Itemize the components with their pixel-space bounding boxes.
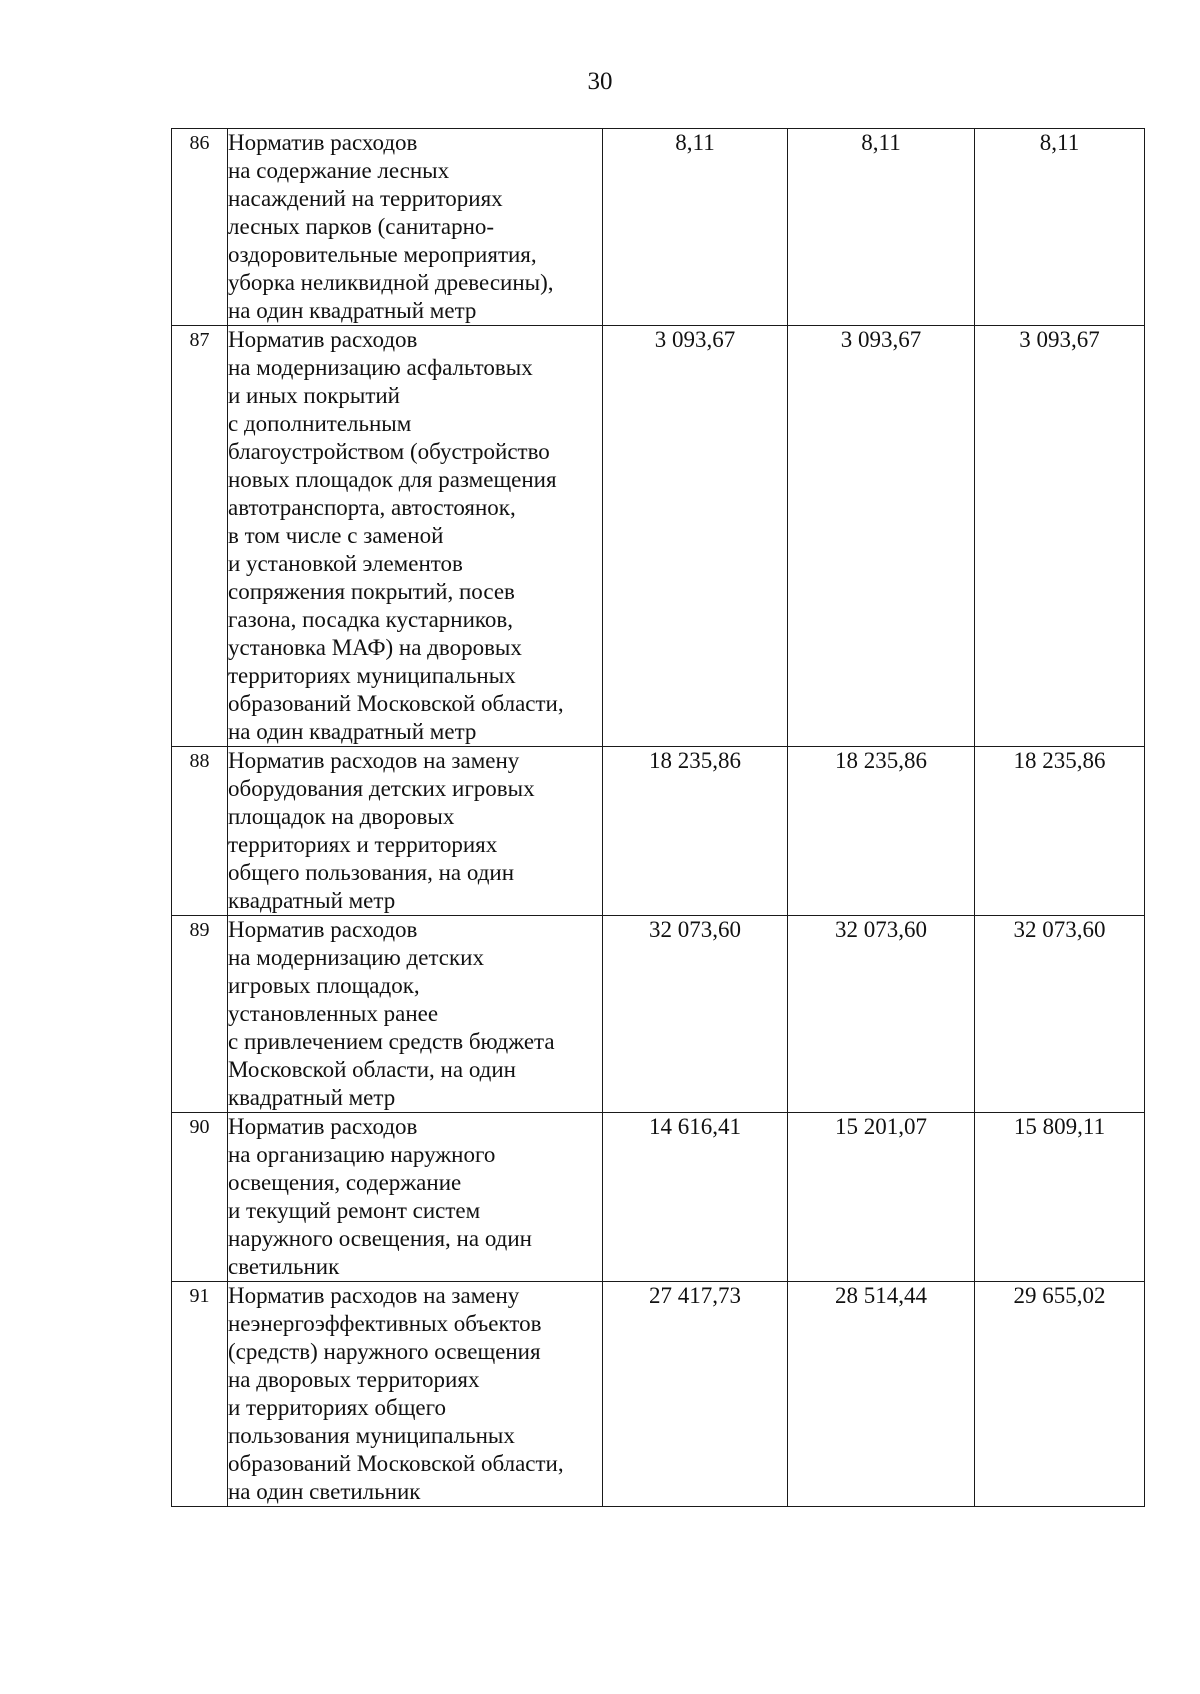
description-line: лесных парков (санитарно- <box>228 214 495 239</box>
value-year-3: 3 093,67 <box>975 326 1145 747</box>
description-line: на содержание лесных <box>228 158 450 183</box>
description-line: Норматив расходов <box>228 1114 418 1139</box>
value-year-2: 32 073,60 <box>788 916 975 1113</box>
value-year-1: 27 417,73 <box>603 1282 788 1507</box>
description-line: Норматив расходов <box>228 917 418 942</box>
description-line: общего пользования, на один <box>228 860 515 885</box>
description-line: квадратный метр <box>228 1085 396 1110</box>
description-line: установленных ранее <box>228 1001 439 1026</box>
row-number: 88 <box>172 747 228 916</box>
description-line: светильник <box>228 1254 340 1279</box>
norms-table <box>171 128 1145 1507</box>
row-number: 86 <box>172 129 228 326</box>
description-line: на организацию наружного <box>228 1142 496 1167</box>
value-year-1: 18 235,86 <box>603 747 788 916</box>
value-year-2: 3 093,67 <box>788 326 975 747</box>
value-year-3: 18 235,86 <box>975 747 1145 916</box>
value-year-3: 8,11 <box>975 129 1145 326</box>
row-description <box>228 129 603 326</box>
description-line: на один квадратный метр <box>228 719 477 744</box>
description-line: игровых площадок, <box>228 973 420 998</box>
description-line: площадок на дворовых <box>228 804 455 829</box>
description-line: неэнергоэффективных объектов <box>228 1311 542 1336</box>
description-line: образований Московской области, <box>228 691 564 716</box>
table-row <box>172 1282 1145 1507</box>
description-line: насаждений на территориях <box>228 186 503 211</box>
description-line: на один светильник <box>228 1479 421 1504</box>
description-line: уборка неликвидной древесины), <box>228 270 554 295</box>
description-line: с привлечением средств бюджета <box>228 1029 555 1054</box>
row-description <box>228 326 603 747</box>
description-line: Московской области, на один <box>228 1057 516 1082</box>
table-row <box>172 326 1145 747</box>
description-line: сопряжения покрытий, посев <box>228 579 515 604</box>
value-year-1: 3 093,67 <box>603 326 788 747</box>
value-year-1: 8,11 <box>603 129 788 326</box>
description-line: оборудования детских игровых <box>228 776 535 801</box>
value-year-3: 32 073,60 <box>975 916 1145 1113</box>
row-description <box>228 1282 603 1507</box>
description-line: образований Московской области, <box>228 1451 564 1476</box>
value-year-3: 29 655,02 <box>975 1282 1145 1507</box>
description-line: территориях муниципальных <box>228 663 516 688</box>
value-year-3: 15 809,11 <box>975 1113 1145 1282</box>
page-number: 30 <box>587 68 613 95</box>
description-line: и установкой элементов <box>228 551 463 576</box>
description-line: освещения, содержание <box>228 1170 462 1195</box>
row-description <box>228 1113 603 1282</box>
description-line: на один квадратный метр <box>228 298 477 323</box>
description-line: и иных покрытий <box>228 383 400 408</box>
row-number: 89 <box>172 916 228 1113</box>
description-line: (средств) наружного освещения <box>228 1339 541 1364</box>
table-row <box>172 916 1145 1113</box>
description-line: на модернизацию детских <box>228 945 484 970</box>
description-line: на дворовых территориях <box>228 1367 480 1392</box>
description-line: территориях и территориях <box>228 832 498 857</box>
row-number: 87 <box>172 326 228 747</box>
value-year-2: 8,11 <box>788 129 975 326</box>
description-line: в том числе с заменой <box>228 523 444 548</box>
description-line: с дополнительным <box>228 411 412 436</box>
description-line: и территориях общего <box>228 1395 446 1420</box>
row-description <box>228 747 603 916</box>
value-year-2: 18 235,86 <box>788 747 975 916</box>
value-year-1: 32 073,60 <box>603 916 788 1113</box>
table-row <box>172 129 1145 326</box>
description-line: новых площадок для размещения <box>228 467 557 492</box>
value-year-2: 28 514,44 <box>788 1282 975 1507</box>
description-line: установка МАФ) на дворовых <box>228 635 522 660</box>
description-line: автотранспорта, автостоянок, <box>228 495 516 520</box>
row-number: 91 <box>172 1282 228 1507</box>
value-year-1: 14 616,41 <box>603 1113 788 1282</box>
description-line: Норматив расходов на замену <box>228 1283 520 1308</box>
description-line: благоустройством (обустройство <box>228 439 550 464</box>
description-line: газона, посадка кустарников, <box>228 607 514 632</box>
norms-table-body <box>172 129 1145 1507</box>
table-row <box>172 747 1145 916</box>
row-number: 90 <box>172 1113 228 1282</box>
description-line: пользования муниципальных <box>228 1423 515 1448</box>
row-description <box>228 916 603 1113</box>
description-line: на модернизацию асфальтовых <box>228 355 533 380</box>
description-line: Норматив расходов <box>228 327 418 352</box>
table-row <box>172 1113 1145 1282</box>
description-line: квадратный метр <box>228 888 396 913</box>
description-line: и текущий ремонт систем <box>228 1198 481 1223</box>
description-line: оздоровительные мероприятия, <box>228 242 537 267</box>
description-line: наружного освещения, на один <box>228 1226 532 1251</box>
value-year-2: 15 201,07 <box>788 1113 975 1282</box>
description-line: Норматив расходов <box>228 130 418 155</box>
description-line: Норматив расходов на замену <box>228 748 520 773</box>
